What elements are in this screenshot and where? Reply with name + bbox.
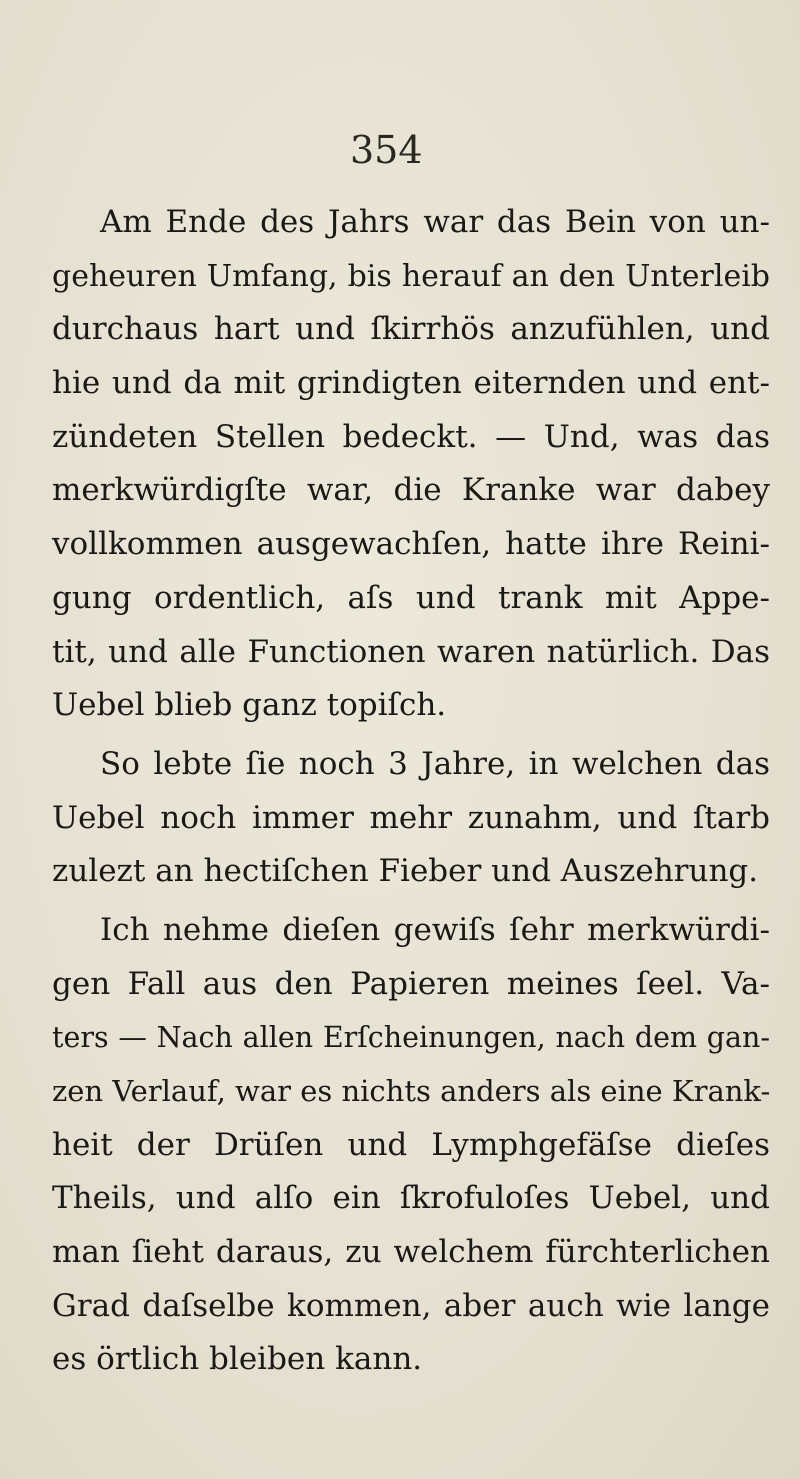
text-line: Uebel blieb ganz topiſch. <box>52 687 447 724</box>
text-line: hie und da mit grindigten eiternden und ent- <box>52 365 770 402</box>
text-line: gung ordentlich, aſs und trank mit Appe- <box>52 579 770 616</box>
text-line: zündeten Stellen bedeckt. — Und, was das <box>52 418 770 455</box>
text-line: Theils, und alſo ein ſkrofuloſes Uebel, und <box>52 1180 770 1217</box>
text-line: vollkommen ausgewachſen, hatte ihre Reini- <box>52 526 770 563</box>
text-line: merkwürdigſte war, die Kranke war dabey <box>52 472 770 509</box>
text-line: Uebel noch immer mehr zunahm, und ſtarb <box>52 799 770 836</box>
text-line: zulezt an hectiſchen Fieber und Auszehrung. <box>52 853 759 890</box>
text-line: So lebte ſie noch 3 Jahre, in welchen das <box>100 745 770 782</box>
text-line: gen Fall aus den Papieren meines ſeel. Va- <box>52 965 770 1002</box>
text-line: man ſieht daraus, zu welchem fürchterlichen <box>52 1234 770 1271</box>
body-text <box>52 196 770 1387</box>
text-line: tit, und alle Functionen waren natürlich. Das <box>52 633 770 670</box>
page-number: 354 <box>350 128 423 172</box>
text-line: ters — Nach allen Erſcheinungen, nach dem gan- <box>52 1021 770 1055</box>
text-line: geheuren Umfang, bis herauf an den Unterleib <box>52 258 770 294</box>
text-line: durchaus hart und ſkirrhös anzufühlen, und <box>52 311 770 348</box>
text-line: zen Verlauf, war es nichts anders als eine Krank- <box>52 1074 771 1108</box>
text-line: Grad daſselbe kommen, aber auch wie lange <box>52 1287 770 1324</box>
text-line: Am Ende des Jahrs war das Bein von un- <box>100 204 770 240</box>
text-line: es örtlich bleiben kann. <box>52 1341 423 1378</box>
text-line: Ich nehme dieſen gewiſs ſehr merkwürdi- <box>100 911 770 948</box>
text-line: heit der Drüſen und Lymphgefäſse dieſes <box>52 1126 770 1163</box>
